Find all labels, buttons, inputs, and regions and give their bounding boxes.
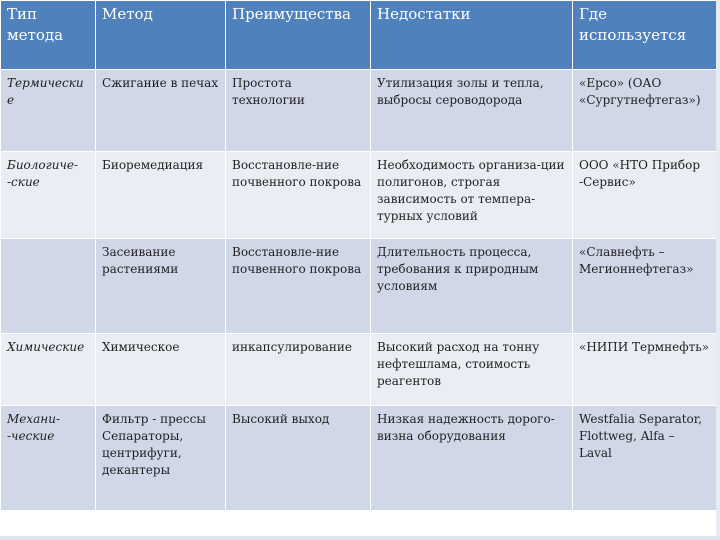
table-row [1, 239, 717, 334]
header-advantages: Преимущества [226, 1, 371, 70]
table-row [1, 334, 717, 406]
cell-disadvantages: Необходимость организа-ции полигонов, строгая зависимость от темпера-турных условий [371, 152, 573, 239]
cell-disadvantages: Высокий расход на тонну нефтешлама, стоимость реагентов [371, 334, 573, 406]
header-disadvantages: Недостатки [371, 1, 573, 70]
cell-disadvantages: Утилизация золы и тепла, выбросы сероводорода [371, 70, 573, 152]
table-row [1, 406, 717, 511]
cell-advantages: Высокий выход [226, 406, 371, 511]
cell-method: Сжигание в печах [96, 70, 226, 152]
table-row [1, 152, 717, 239]
header-type: Тип метода [1, 1, 96, 70]
cell-type [1, 239, 96, 334]
header-method: Метод [96, 1, 226, 70]
cell-method: Засеивание растениями [96, 239, 226, 334]
slide-bottom-edge [0, 536, 720, 540]
cell-where-used: «Epco» (ОАО «Сургутнефтегаз») [573, 70, 717, 152]
cell-method: Химическое [96, 334, 226, 406]
cell-advantages: Простота технологии [226, 70, 371, 152]
header-where-used: Где используется [573, 1, 717, 70]
cell-type: Химические [1, 334, 96, 406]
cell-advantages: Восстановле-ние почвенного покрова [226, 239, 371, 334]
cell-where-used: Westfalia Separator, Flottweg, Alfa – Laval [573, 406, 717, 511]
cell-method: Биоремедиация [96, 152, 226, 239]
cell-type: Механи- -ческие [1, 406, 96, 511]
cell-where-used: «НИПИ Термнефть» [573, 334, 717, 406]
cell-advantages: Восстановле-ние почвенного покрова [226, 152, 371, 239]
slide-right-edge [716, 0, 720, 540]
table-row [1, 70, 717, 152]
table-header-row [1, 1, 717, 70]
cell-where-used: ООО «НТО Прибор -Сервис» [573, 152, 717, 239]
cell-type: Термические [1, 70, 96, 152]
cell-disadvantages: Низкая надежность дорого-визна оборудования [371, 406, 573, 511]
cell-disadvantages: Длительность процесса, требования к природным условиям [371, 239, 573, 334]
cell-method: Фильтр - прессы Сепараторы, центрифуги, декантеры [96, 406, 226, 511]
cell-advantages: инкапсулирование [226, 334, 371, 406]
cell-type: Биологиче- -ские [1, 152, 96, 239]
cell-where-used: «Славнефть – Мегионнефтегаз» [573, 239, 717, 334]
